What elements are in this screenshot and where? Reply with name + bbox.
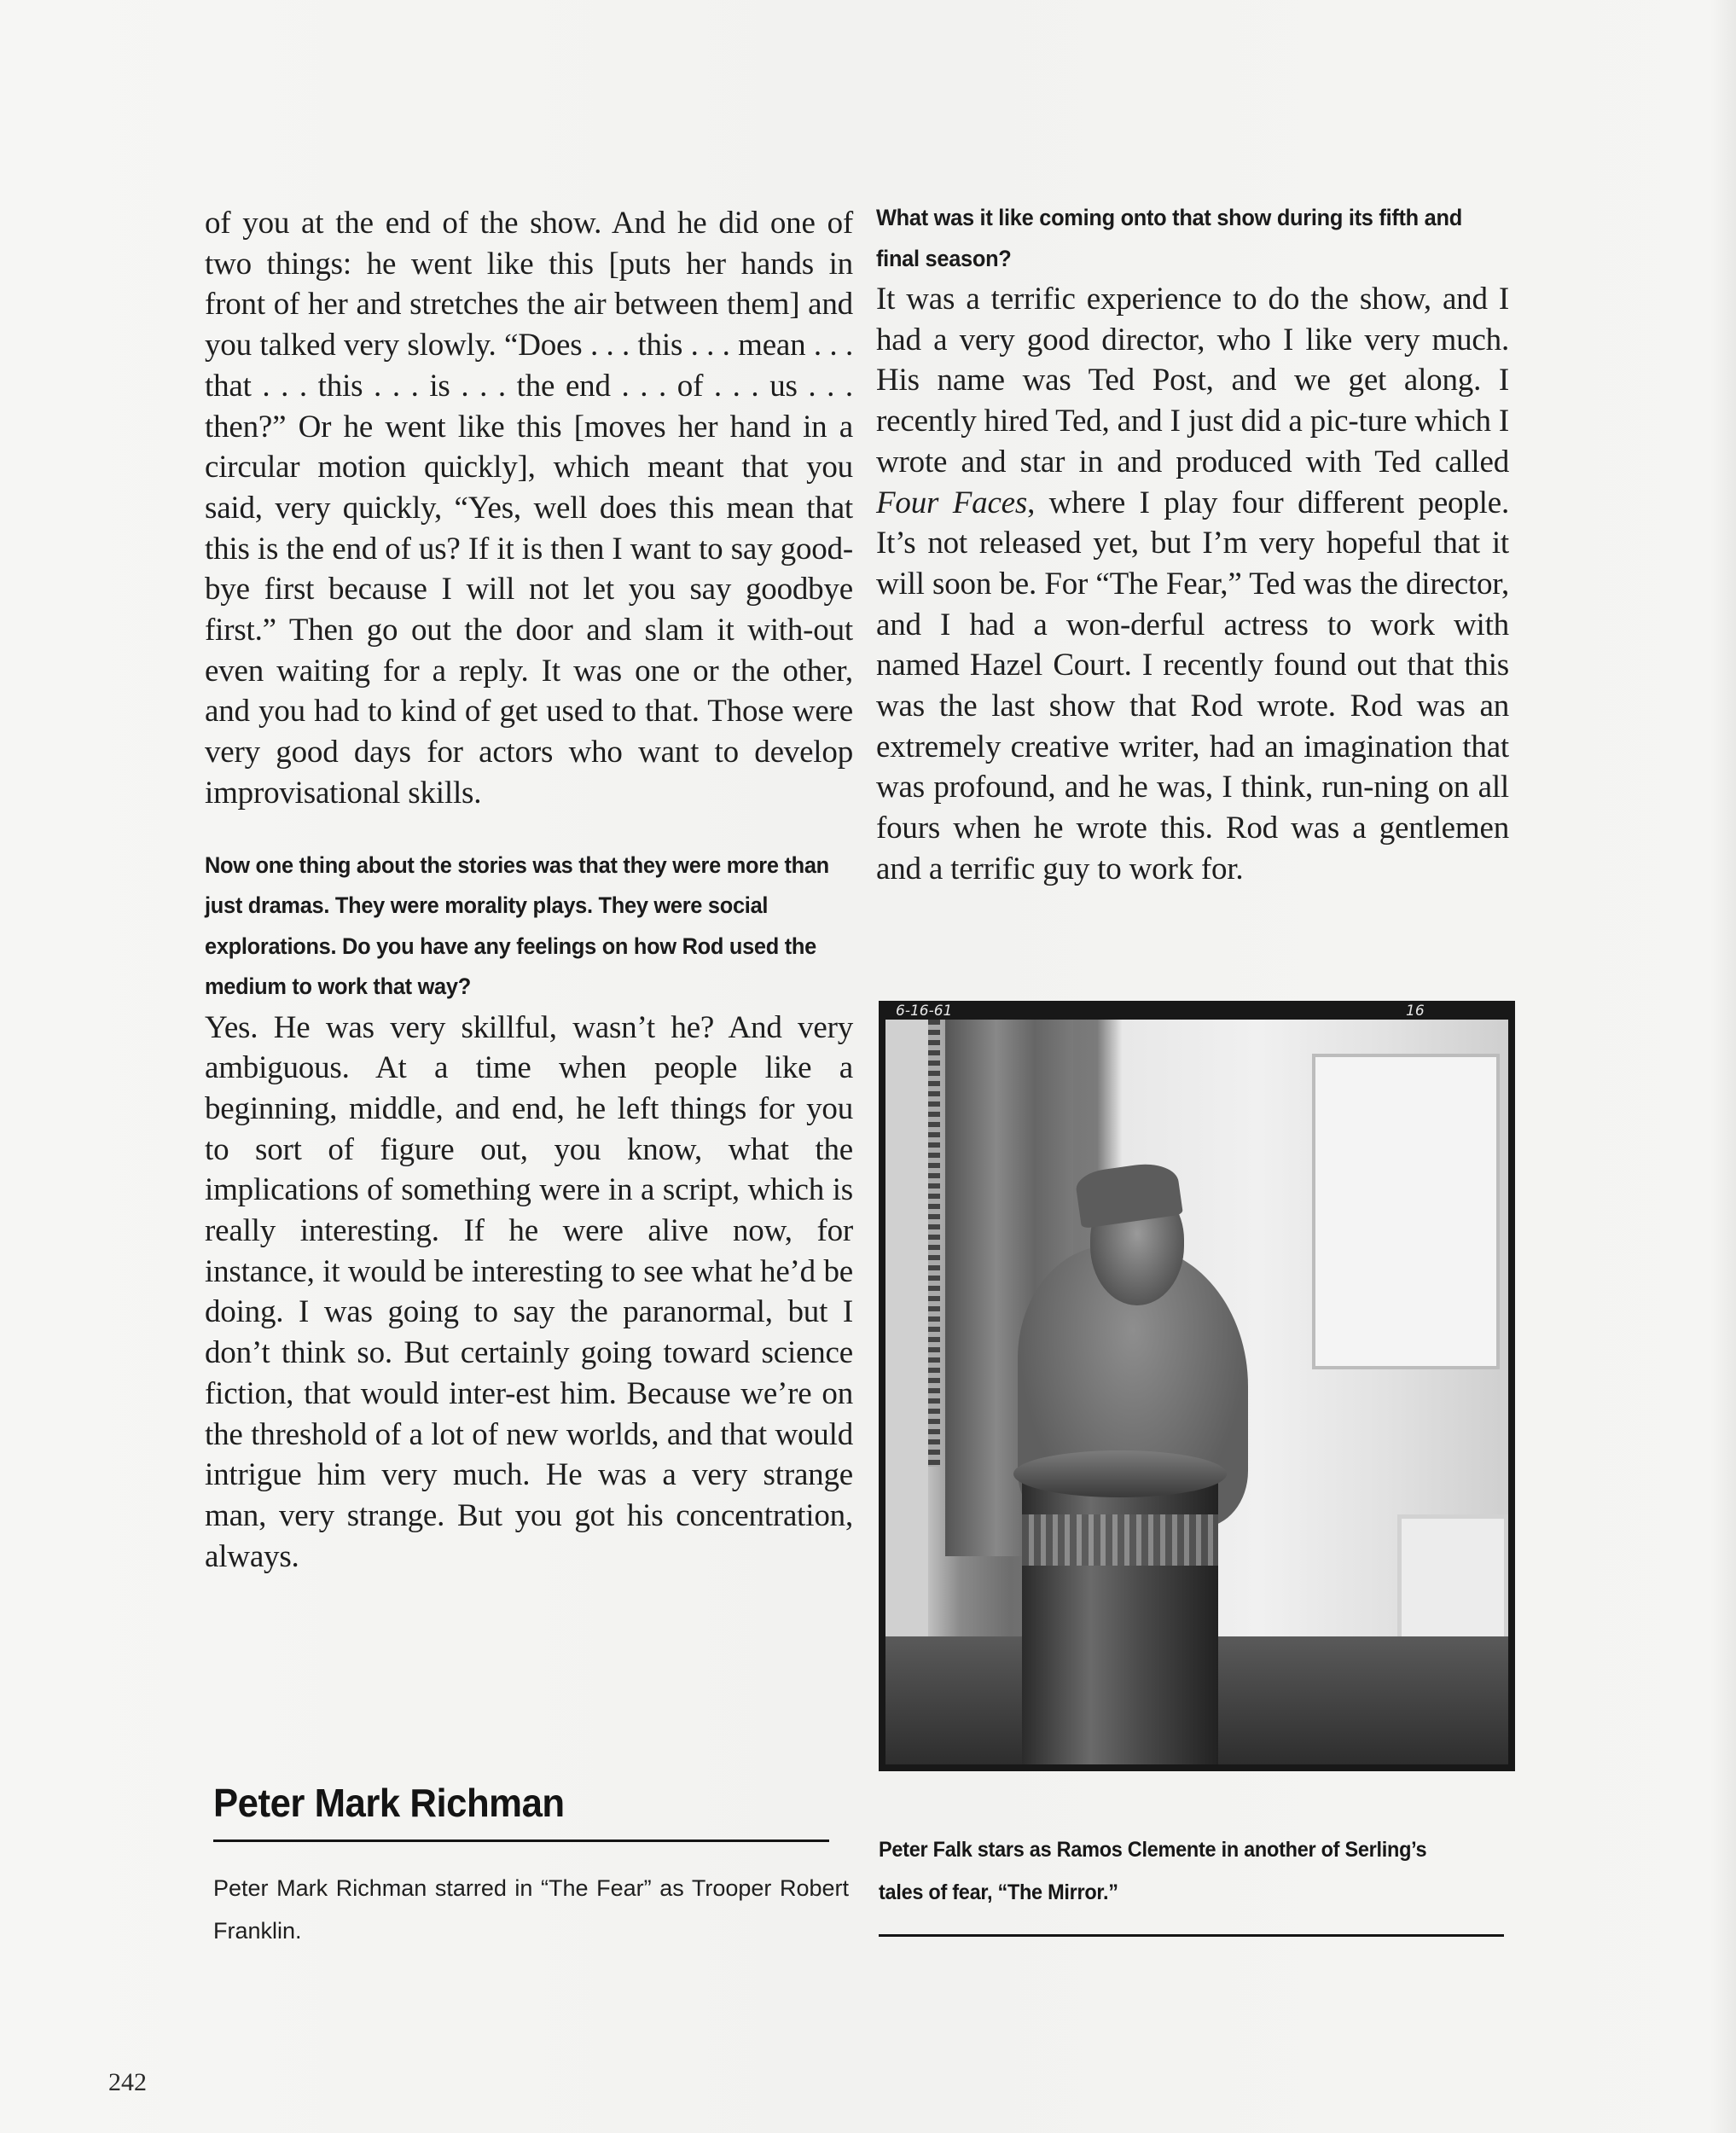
interview-answer-paragraph: Yes. He was very skillful, wasn’t he? And very ambiguous. At a time when people like a beginning, middle, and end, he left things for you to sort of figure out, you know, what the implications of something were in a script, which is really interesting. If he were alive now, for instance, it would be interesting to see what he’d be doing. I was going to say the paranormal, but I don’t think so. But certainly going toward science fiction, that would inter-est him. Because we’re on the threshold of a lot of new worlds, and that would intrigue him very much. He was a very strange man, very strange. But you got his concentration, always. xyxy=(205,1009,853,1574)
film-title-italic: Four Faces xyxy=(876,485,1028,520)
interview-question: Now one thing about the stories was that they were more than just dramas. They were morality plays. They were social explorations. Do you have any feelings on how Rod used the medium to work that way? xyxy=(205,851,829,1000)
section-heading: Peter Mark Richman xyxy=(213,1781,565,1825)
answer-text: It was a terrific experience to do the show, and I had a very good director, who I like very much. His name was Ted Post, and we get along. I recently hired Ted, and I just did a pic-ture which I wrote and star in and produced with Ted called xyxy=(876,282,1509,479)
photo-wall-panel xyxy=(1397,1514,1508,1642)
actor-bio: Peter Mark Richman starred in “The Fear” as Trooper Robert Franklin. xyxy=(213,1875,849,1944)
interview-answer-paragraph xyxy=(876,279,1509,890)
right-column xyxy=(876,198,1509,890)
page-edge-shadow xyxy=(1710,0,1736,2133)
page-number: 242 xyxy=(108,2068,147,2096)
left-column xyxy=(205,203,853,1577)
photo-pedestal xyxy=(1022,1463,1218,1764)
heading-divider xyxy=(213,1839,829,1842)
answer-text: , where I play four different people. It’s not released yet, but I’m very hopeful that it will soon be. For “The Fear,” Ted was the director, and I had a won-derful actress to work with named Hazel Court. I recently found out that this was the last show that Rod wrote. Rod was an extremely creative writer, had an imagination that was profound, and he was, I think, run-ning on all fours when he wrote this. Rod was a gentlemen and a terrific guy to work for. xyxy=(876,485,1509,886)
photo-pedestal-ornament xyxy=(1022,1514,1218,1566)
film-frame-number-label: 16 xyxy=(1406,1003,1425,1020)
interview-answer-paragraph: of you at the end of the show. And he did one of two things: he went like this [puts her hands in front of her and stretches the air between them] and you talked very slowly. “Does . . . this . . . mean . . . that . . . this . . . is . . . the end . . . of . . . us . . . then?” Or he went like this [moves her hand in a circular motion quickly], which meant that you said, very quickly, “Yes, well does this mean that this is the end of us? If it is then I want to say good-bye first because I will not let you say goodbye first.” Then go out the door and slam it with-out even waiting for a reply. It was one or the other, and you had to kind of get used to that. Those were very good days for actors who want to develop improvisational skills. xyxy=(205,206,853,811)
photo-pedestal-rim xyxy=(1013,1450,1227,1497)
film-still-photo xyxy=(879,1001,1515,1771)
film-frame-date-label: 6-16-61 xyxy=(896,1003,953,1020)
photo-mirror xyxy=(1312,1054,1500,1369)
photo-image xyxy=(885,1020,1508,1764)
caption-divider xyxy=(879,1934,1504,1937)
interview-question: What was it like coming onto that show during its fifth and final season? xyxy=(876,205,1462,271)
photo-molding xyxy=(928,1020,940,1467)
photo-caption: Peter Falk stars as Ramos Clemente in another of Serling’s tales of fear, “The Mirror.” xyxy=(879,1838,1427,1904)
